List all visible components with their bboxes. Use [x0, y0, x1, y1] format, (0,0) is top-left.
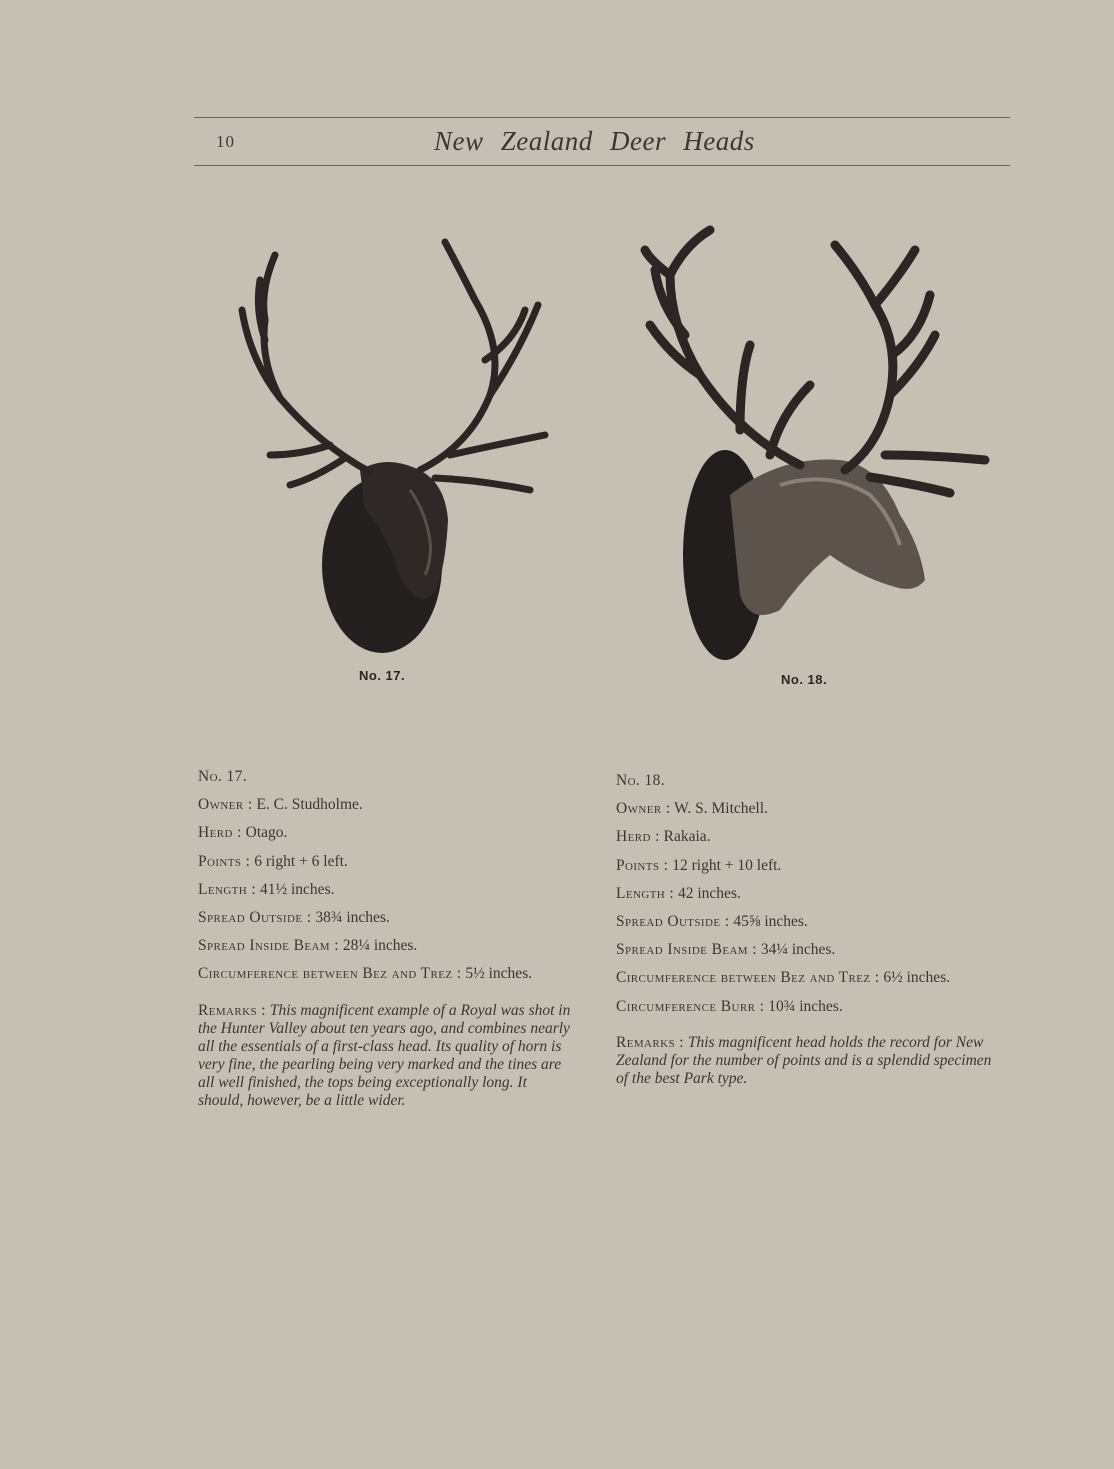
herd-value: Otago. [245, 824, 288, 842]
herd-label: Herd : [198, 824, 242, 842]
remarks [198, 1002, 573, 1110]
herd-label: Herd : [616, 828, 660, 846]
herd-row [616, 828, 1006, 856]
points-label: Points : [198, 852, 251, 870]
entry-17 [198, 768, 588, 1110]
points-value: 6 right + 6 left. [254, 852, 348, 870]
circ-bez-trez-value: 6½ inches. [883, 969, 951, 987]
length-row [198, 881, 588, 909]
remarks [616, 1034, 992, 1088]
circ-bez-trez-row [198, 965, 588, 993]
owner-row [198, 796, 588, 824]
points-label: Points : [616, 856, 669, 874]
spread-inside-value: 34¼ inches. [760, 941, 836, 959]
length-label: Length : [198, 880, 257, 898]
spread-outside-label: Spread Outside : [616, 912, 730, 930]
length-row [616, 885, 1006, 913]
length-label: Length : [616, 884, 675, 902]
spread-inside-label: Spread Inside Beam : [616, 941, 757, 959]
circ-bez-trez-label: Circumference between Bez and Trez : [616, 969, 880, 987]
entry-18 [616, 772, 1006, 1088]
running-title: New Zealand Deer Heads [434, 126, 755, 156]
remarks-text: This magnificent example of a Royal was shot in the Hunter Valley about ten years ago, and combines nearly all the essentials of a first-class head. Its quality of horn is very fine, the pearling being very marked and the tines are all well finished, the tops being exceptionally long. It should, however, be a little wider. [198, 1001, 571, 1109]
spread-outside-row [198, 909, 588, 937]
page-number: 10 [216, 132, 235, 151]
spread-inside-value: 28¼ inches. [342, 937, 418, 955]
deer-head-photo-18 [630, 215, 1000, 665]
entry-number: No. 18. [616, 772, 666, 789]
points-value: 12 right + 10 left. [672, 856, 782, 874]
spread-outside-value: 45⅝ inches. [733, 912, 808, 930]
owner-row [616, 800, 1006, 828]
plate-caption-17: No. 17. [359, 668, 406, 683]
header-rule-top [194, 117, 1010, 118]
herd-row [198, 824, 588, 852]
herd-value: Rakaia. [663, 828, 711, 846]
circ-burr-label: Circumference Burr : [616, 997, 765, 1015]
owner-label: Owner : [616, 800, 671, 818]
entry-number: No. 17. [198, 768, 248, 785]
spread-outside-row [616, 913, 1006, 941]
length-value: 42 inches. [678, 884, 741, 902]
circ-bez-trez-label: Circumference between Bez and Trez : [198, 965, 462, 983]
remarks-label: Remarks : [616, 1033, 684, 1051]
owner-value: E. C. Studholme. [256, 796, 363, 814]
owner-label: Owner : [198, 796, 253, 814]
points-row [616, 857, 1006, 885]
points-row [198, 853, 588, 881]
circ-burr-row [616, 998, 1006, 1026]
deer-head-photo-17 [220, 230, 560, 660]
length-value: 41½ inches. [260, 880, 335, 898]
spread-inside-row [198, 937, 588, 965]
circ-bez-trez-row [616, 969, 1006, 997]
plate-caption-18: No. 18. [781, 672, 828, 687]
spread-inside-label: Spread Inside Beam : [198, 937, 339, 955]
owner-value: W. S. Mitchell. [674, 800, 768, 818]
circ-burr-value: 10¾ inches. [768, 997, 843, 1015]
circ-bez-trez-value: 5½ inches. [465, 965, 533, 983]
remarks-text: This magnificent head holds the record for New Zealand for the number of points and is a splendid specimen of the best Park type. [616, 1033, 992, 1087]
spread-outside-value: 38¾ inches. [315, 908, 390, 926]
header-rule-bottom [194, 165, 1010, 166]
remarks-label: Remarks : [198, 1001, 266, 1019]
spread-outside-label: Spread Outside : [198, 908, 312, 926]
spread-inside-row [616, 941, 1006, 969]
